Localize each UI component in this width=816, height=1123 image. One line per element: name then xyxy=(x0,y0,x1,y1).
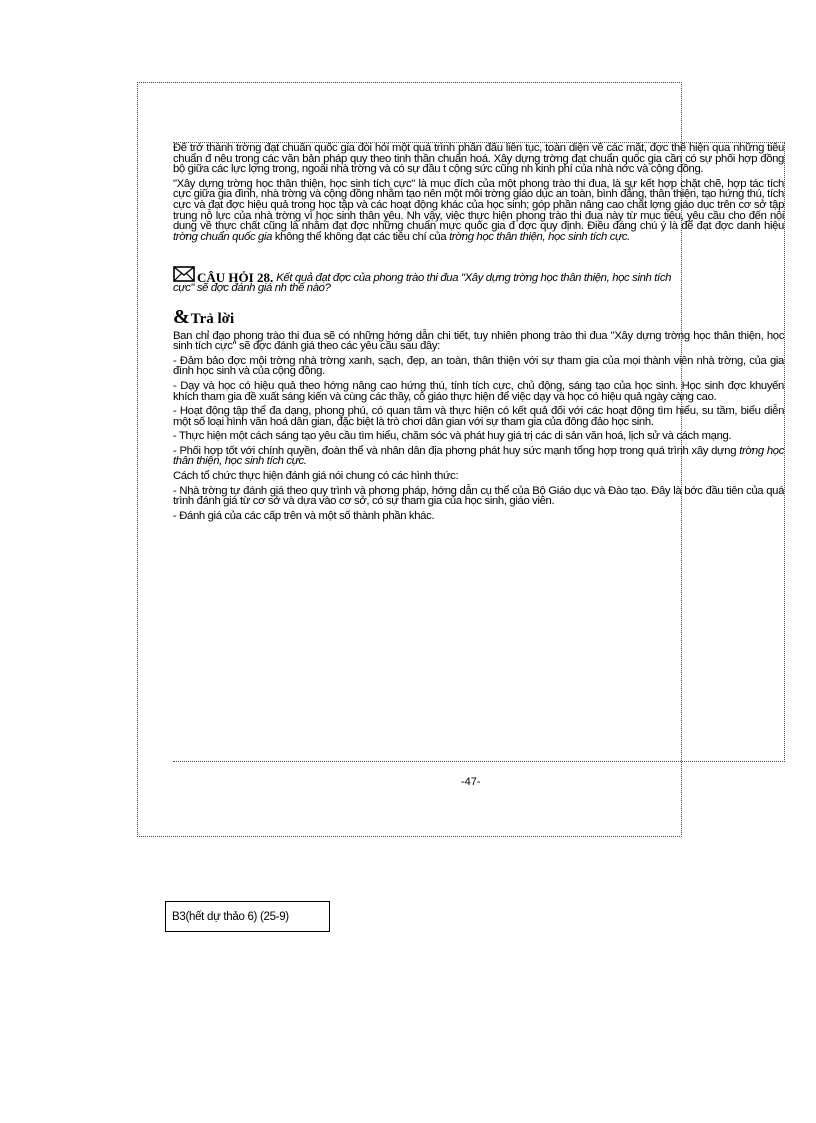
question-heading xyxy=(173,266,784,283)
question-text-line2: cực" sẽ đợc đánh giá nh thế nào? xyxy=(173,282,331,295)
answer-item-4: - Thực hiện một cách sáng tạo yêu cầu tìm hiểu, chăm sóc và phát huy giá trị các di sản văn hoá, lịch sử và cách mạng. xyxy=(173,430,732,443)
answer-item-5-italic: trờng học thân thiện, học sinh tích cực. xyxy=(173,444,785,468)
answer-item-3: - Hoạt động tập thể đa dạng, phong phú, có quan tâm và thực hiện có kết quả đối với các hoạt động tìm hiểu, su tầm, biểu diễn một số loại hình văn hoá dân gian, đặc biệt là trò chơi dân gian với sự tham gia của đông đảo học sinh. xyxy=(173,405,784,428)
national-standard-school: trờng chuẩn quốc gia xyxy=(173,230,273,243)
answer-intro: Ban chỉ đạo phong trào thi đua sẽ có những hớng dẫn chi tiết, tuy nhiên phong trào thi đua "Xây dựng trờng học thân thiện, học sinh tích cực" sẽ đợc đánh giá theo các yêu cầu sau đây: xyxy=(173,329,784,353)
answer-title: Trả lời xyxy=(190,310,235,327)
evaluation-form-1: - Nhà trờng tự đánh giá theo quy trình và phơng pháp, hớng dẫn cụ thể của Bộ Giáo dục và Đào tạo. Đây là bớc đầu tiên của quá trình đánh giá từ cơ sở và dựa vào cơ sở, có sự tham gia của học sinh, giáo viên. xyxy=(173,484,784,508)
envelope-icon xyxy=(173,266,195,282)
answer-item-5 xyxy=(173,446,784,467)
movement-paragraph-mid: không thể không đạt các tiêu chí của xyxy=(272,230,450,243)
answer-item-5-text: - Phối hợp tốt với chính quyền, đoàn thể và nhân dân địa phơng phát huy sức mạnh tổng hợp trong quá trình xây dựng xyxy=(173,444,740,457)
evaluation-form-2: - Đánh giá của các cấp trên và một số thành phần khác. xyxy=(173,509,435,522)
intro-paragraph: Để trở thành trờng đạt chuẩn quốc gia đòi hỏi một quá trình phấn đấu liên tục, toàn diện về các mặt, đợc thể hiện qua những tiêu chuẩn đ nêu trong các văn bản pháp quy theo tinh thần chuẩn hoá. Xây dựng trờng đạt chuẩn quốc gia cần có sự phối hợp đồng bộ giữa các lực lợng trong, ngoài nhà trờng và có sự đầu t cộng sức cũng nh kinh phí của nhà nớc và cộng đồng. xyxy=(173,142,784,176)
answer-heading xyxy=(173,305,784,328)
answer-item-2: - Dạy và học có hiệu quả theo hớng nâng cao hứng thú, tính tích cực, chủ động, sáng tạo của học sinh. Học sinh đợc khuyến khích tham gia đề xuất sáng kiến và cùng các thầy, cô giáo thực hiện để việc dạy và học có hiệu quả ngày càng cao. xyxy=(173,379,784,403)
page-number: -47- xyxy=(461,776,481,788)
movement-paragraph-text: "Xây dựng trờng học thân thiện, học sinh tích cực" là mục đích của một phong trào thi đua, là sự kết hợp chặt chẽ, hợp tác tích cực giữa gia đình, nhà trờng và cộng đồng nhằm tạo nên một môi trờng giáo dục an toàn, bình đẳng, thân thiện, tạo hứng thú, tích cực và đạt đợc hiệu quả trong học tập và các hoạt động khác của học sinh; góp phần nâng cao chất lợng giáo dục trên cơ sở tập trung nỗ lực của nhà trờng vì học sinh thân yêu. Nh vậy, việc thực hiện phong trào thi đua này từ mục tiêu, yêu cầu cho đến nội dung về thực chất cũng là nhằm đạt đợc những chuẩn mực quốc gia đ đợc quy định. Điều đáng chú ý là để đạt đợc danh hiệu xyxy=(173,177,784,233)
answer-item-1: - Đảm bảo đợc môi trờng nhà trờng xanh, sạch, đẹp, an toàn, thân thiện với sự tham gia của mọi thành viên nhà trờng, của gia đình học sinh và của cộng đồng. xyxy=(173,354,784,378)
answer-symbol-icon: & xyxy=(173,305,190,328)
evaluation-forms-intro: Cách tổ chức thực hiện đánh giá nói chung có các hình thức: xyxy=(173,470,459,483)
question-text-line1: Kết quả đạt đợc của phong trào thi đua "Xây dựng trờng học thân thiện, học sinh tích xyxy=(276,271,672,284)
friendly-school-phrase: trờng học thân thiện, học sinh tích cực. xyxy=(449,230,630,243)
question-number: CÂU HỎI 28. xyxy=(197,269,274,285)
movement-paragraph xyxy=(173,179,784,243)
content-text-box xyxy=(173,142,785,762)
draft-note-box: B3(hết dự thảo 6) (25-9) xyxy=(165,901,330,932)
